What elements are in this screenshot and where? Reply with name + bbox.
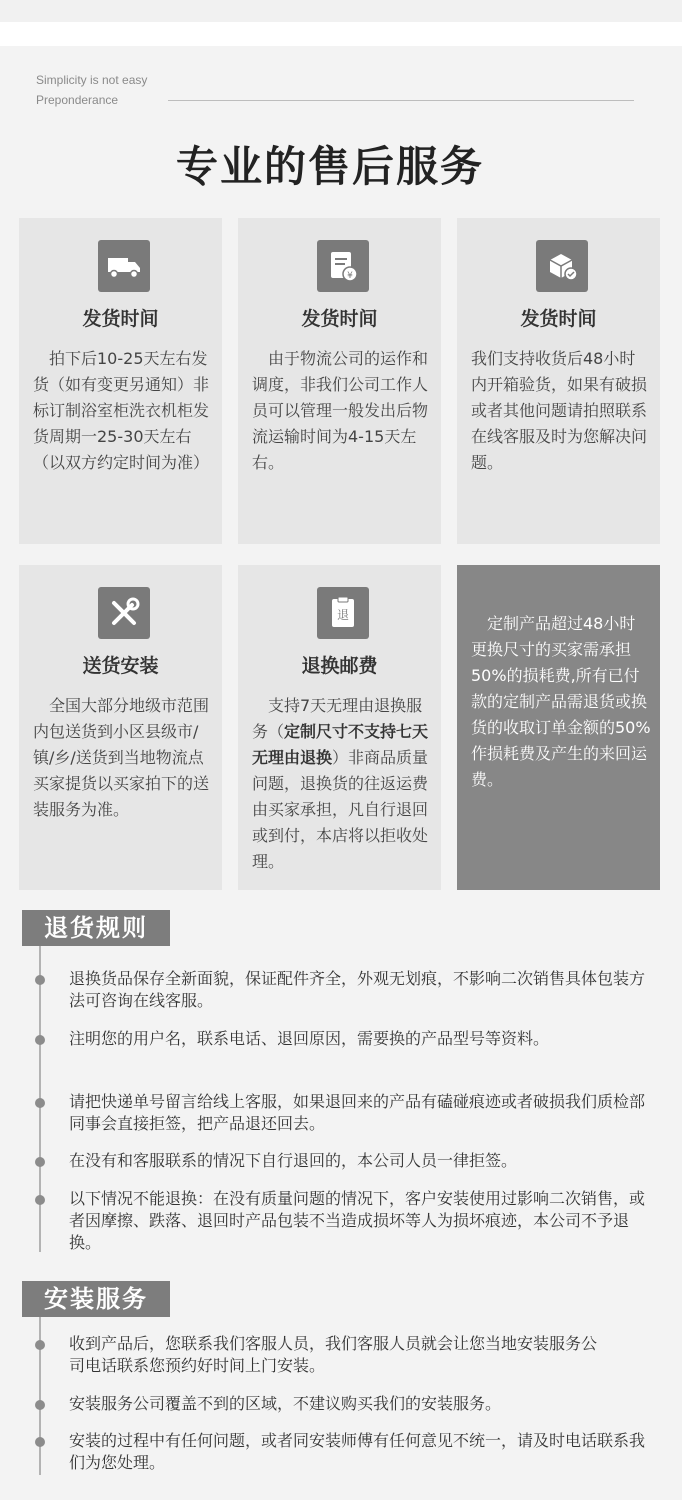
card-custom-notice [457,565,660,890]
bullet-dot [35,975,45,985]
page-title: 专业的售后服务 [175,142,484,191]
rule-item: 请把快递单号留言给线上客服，如果退回来的产品有磕碰痕迹或者破损我们质检部同事会直接拒签，把产品退还回去。 [69,1092,646,1133]
bullet-dot [35,1400,45,1410]
section-header-install-service: 安装服务 [22,1281,170,1317]
bullet-dot [35,1035,45,1045]
bullet-dot [35,1157,45,1167]
return-icon [317,587,369,639]
card-title: 送货安装 [82,655,159,677]
card-body: 由于物流公司的运作和调度，非我们公司工作人员可以管理一般发出后物流运输时间为4-15天左右。 [252,349,429,472]
card-inspection [457,218,660,544]
rule-item: 收到产品后，您联系我们客服人员，我们客服人员就会让您当地安装服务公司电话联系您预约好时间上门安装。 [69,1334,598,1375]
card-title: 退换邮费 [301,655,378,677]
card-title: 发货时间 [82,308,159,330]
card-body-text: ）非商品质量问题，退换货的往返运费由买家承担，凡自行退回或到付，本店将以拒收处理。 [252,748,429,871]
rule-item: 以下情况不能退换：在没有质量问题的情况下，客户安装使用过影响二次销售，或者因摩擦、跌落、退回时产品包装不当造成损坏等人为损坏痕迹，本公司不予退换。 [69,1189,646,1252]
bullet-dot [35,1437,45,1447]
svg-text:¥: ¥ [347,271,353,281]
card-shipping-time [19,218,222,544]
invoice-icon [317,240,369,292]
card-return-shipping [238,565,441,890]
card-body: 定制产品超过48小时更换尺寸的买家需承担50%的损耗费,所有已付款的定制产品需退货或换货的收取订单金额的50%作损耗费及产生的来回运费。 [471,614,651,789]
top-white-strip [0,22,682,46]
top-band [0,0,682,22]
card-body: 我们支持收货后48小时内开箱验货，如果有破损或者其他问题请拍照联系在线客服及时为您解决问题。 [471,349,648,472]
rule-item: 注明您的用户名，联系电话、退回原因，需要换的产品型号等资料。 [69,1029,550,1048]
tagline-divider [168,100,634,101]
bullet-dot [35,1195,45,1205]
rule-item: 在没有和客服联系的情况下自行退回的，本公司人员一律拒签。 [69,1151,518,1170]
card-body-text: 支持7天无理由退换服务（ [252,696,423,741]
section-header-return-rules: 退货规则 [22,910,170,946]
card-title: 发货时间 [301,308,378,330]
card-logistics-time [238,218,441,544]
bullet-dot [35,1340,45,1350]
rule-item: 安装的过程中有任何问题，或者同安装师傅有任何意见不统一，请及时电话联系我们为您处理。 [69,1431,646,1472]
card-body-bold: 定制尺寸不支持七天无理由退换 [252,722,429,767]
tools-icon [98,587,150,639]
truck-icon [98,240,150,292]
card-title: 发货时间 [520,308,597,330]
card-body: 全国大部分地级市范围内包送货到小区县级市/镇/乡/送货到当地物流点买家提货以买家拍下的送装服务为准。 [33,696,210,819]
bullet-dot [35,1098,45,1108]
tagline-2: Preponderance [36,93,119,107]
card-delivery-install [19,565,222,890]
card-body [252,693,432,875]
package-check-icon [536,240,588,292]
svg-text:退: 退 [336,608,350,622]
rule-item: 安装服务公司覆盖不到的区域，不建议购买我们的安装服务。 [69,1394,502,1413]
tagline-1: Simplicity is not easy [36,73,148,87]
card-body: 拍下后10-25天左右发货（如有变更另通知）非标订制浴室柜洗衣机柜发货周期一25-30天左右（以双方约定时间为准） [33,349,210,472]
rule-item: 退换货品保存全新面貌，保证配件齐全，外观无划痕，不影响二次销售具体包装方法可咨询在线客服。 [69,969,646,1010]
